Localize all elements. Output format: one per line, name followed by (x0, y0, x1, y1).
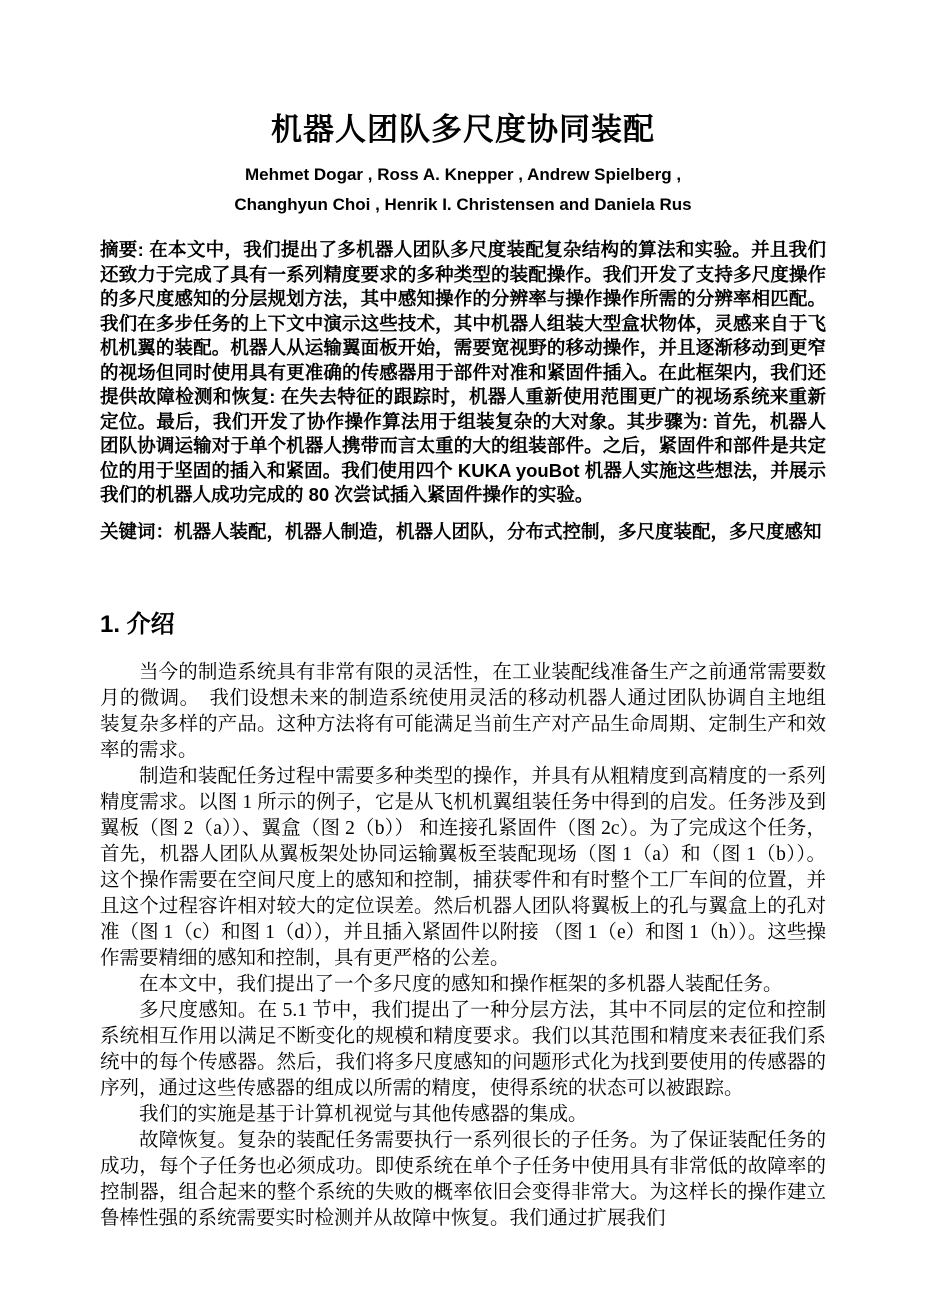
intro-paragraph-5: 我们的实施是基于计算机视觉与其他传感器的集成。 (139, 1103, 588, 1125)
keywords-line: 关键词：机器人装配，机器人制造，机器人团队，分布式控制，多尺度装配，多尺度感知 (100, 520, 822, 542)
authors-line-1: Mehmet Dogar , Ross A. Knepper , Andrew Spielberg , (244, 165, 682, 184)
intro-paragraph-6: 故障恢复。复杂的装配任务需要执行一系列很长的子任务。为了保证装配任务的成功，每个子任务也必须成功。即使系统在单个子任务中使用具有非常低的故障率的控制器，组合起来的整个系统的失败的概率依旧会变得非常大。为这样长的操作建立鲁棒性强的系统需要实时检测并从故障中恢复。我们通过扩展我们 (100, 1129, 826, 1229)
authors-line-2: Changhyun Choi , Henrik I. Christensen and Daniela Rus (234, 195, 692, 214)
intro-paragraph-3: 在本文中，我们提出了一个多尺度的感知和操作框架的多机器人装配任务。 (139, 973, 783, 995)
introduction-body (100, 660, 826, 1232)
intro-paragraph-1: 当今的制造系统具有非常有限的灵活性，在工业装配线准备生产之前通常需要数月的微调。 我们设想未来的制造系统使用灵活的移动机器人通过团队协调自主地组装复杂多样的产品。这种方法将有可能满足当前生产对产品生命周期、定制生产和效率的需求。 (100, 661, 826, 761)
intro-paragraph-4: 多尺度感知。在 5.1 节中，我们提出了一种分层方法，其中不同层的定位和控制系统相互作用以满足不断变化的规模和精度要求。我们以其范围和精度来表征我们系统中的每个传感器。然后，我们将多尺度感知的问题形式化为找到要使用的传感器的序列，通过这些传感器的组成以所需的精度，使得系统的状态可以被跟踪。 (100, 999, 826, 1099)
paper-title: 机器人团队多尺度协同装配 (271, 112, 655, 147)
abstract-paragraph: 摘要: 在本文中，我们提出了多机器人团队多尺度装配复杂结构的算法和实验。并且我们还致力于完成了具有一系列精度要求的多种类型的装配操作。我们开发了支持多尺度操作的多尺度感知的分层规划方法，其中感知操作的分辨率与操作操作所需的分辨率相匹配。我们在多步任务的上下文中演示这些技术，其中机器人组装大型盒状物体，灵感来自于飞机机翼的装配。机器人从运输翼面板开始，需要宽视野的移动操作，并且逐渐移动到更窄的视场但同时使用具有更准确的传感器用于部件对准和紧固件插入。在此框架内，我们还提供故障检测和恢复: 在失去特征的跟踪时，机器人重新使用范围更广的视场系统来重新定位。最后，我们开发了协作操作算法用于组装复杂的大对象。其步骤为: 首先，机器人团队协调运输对于单个机器人携带而言太重的大的组装部件。之后，紧固件和部件是共定位的用于坚固的插入和紧固。我们使用四个 KUKA youBot 机器人实施这些想法，并展示我们的机器人成功完成的 80 次尝试插入紧固件操作的实验。 (100, 239, 826, 505)
section-heading-introduction: 1. 介绍 (100, 610, 175, 638)
authors-block (100, 160, 826, 220)
intro-paragraph-2: 制造和装配任务过程中需要多种类型的操作，并具有从粗精度到高精度的一系列精度需求。以图 1 所示的例子，它是从飞机机翼组装任务中得到的启发。任务涉及到翼板（图 2（a））、翼盒（图 2（b）） 和连接孔紧固件（图 2c）。为了完成这个任务，首先，机器人团队从翼板架处协同运输翼板至装配现场（图 1（a）和（图 1（b））。这个操作需要在空间尺度上的感知和控制，捕获零件和有时整个工厂车间的位置，并且这个过程容许相对较大的定位误差。然后机器人团队将翼板上的孔与翼盒上的孔对准（图 1（c）和图 1（d）），并且插入紧固件以附接 （图 1（e）和图 1（h））。这些操作需要精细的感知和控制，具有更严格的公差。 (100, 765, 826, 969)
